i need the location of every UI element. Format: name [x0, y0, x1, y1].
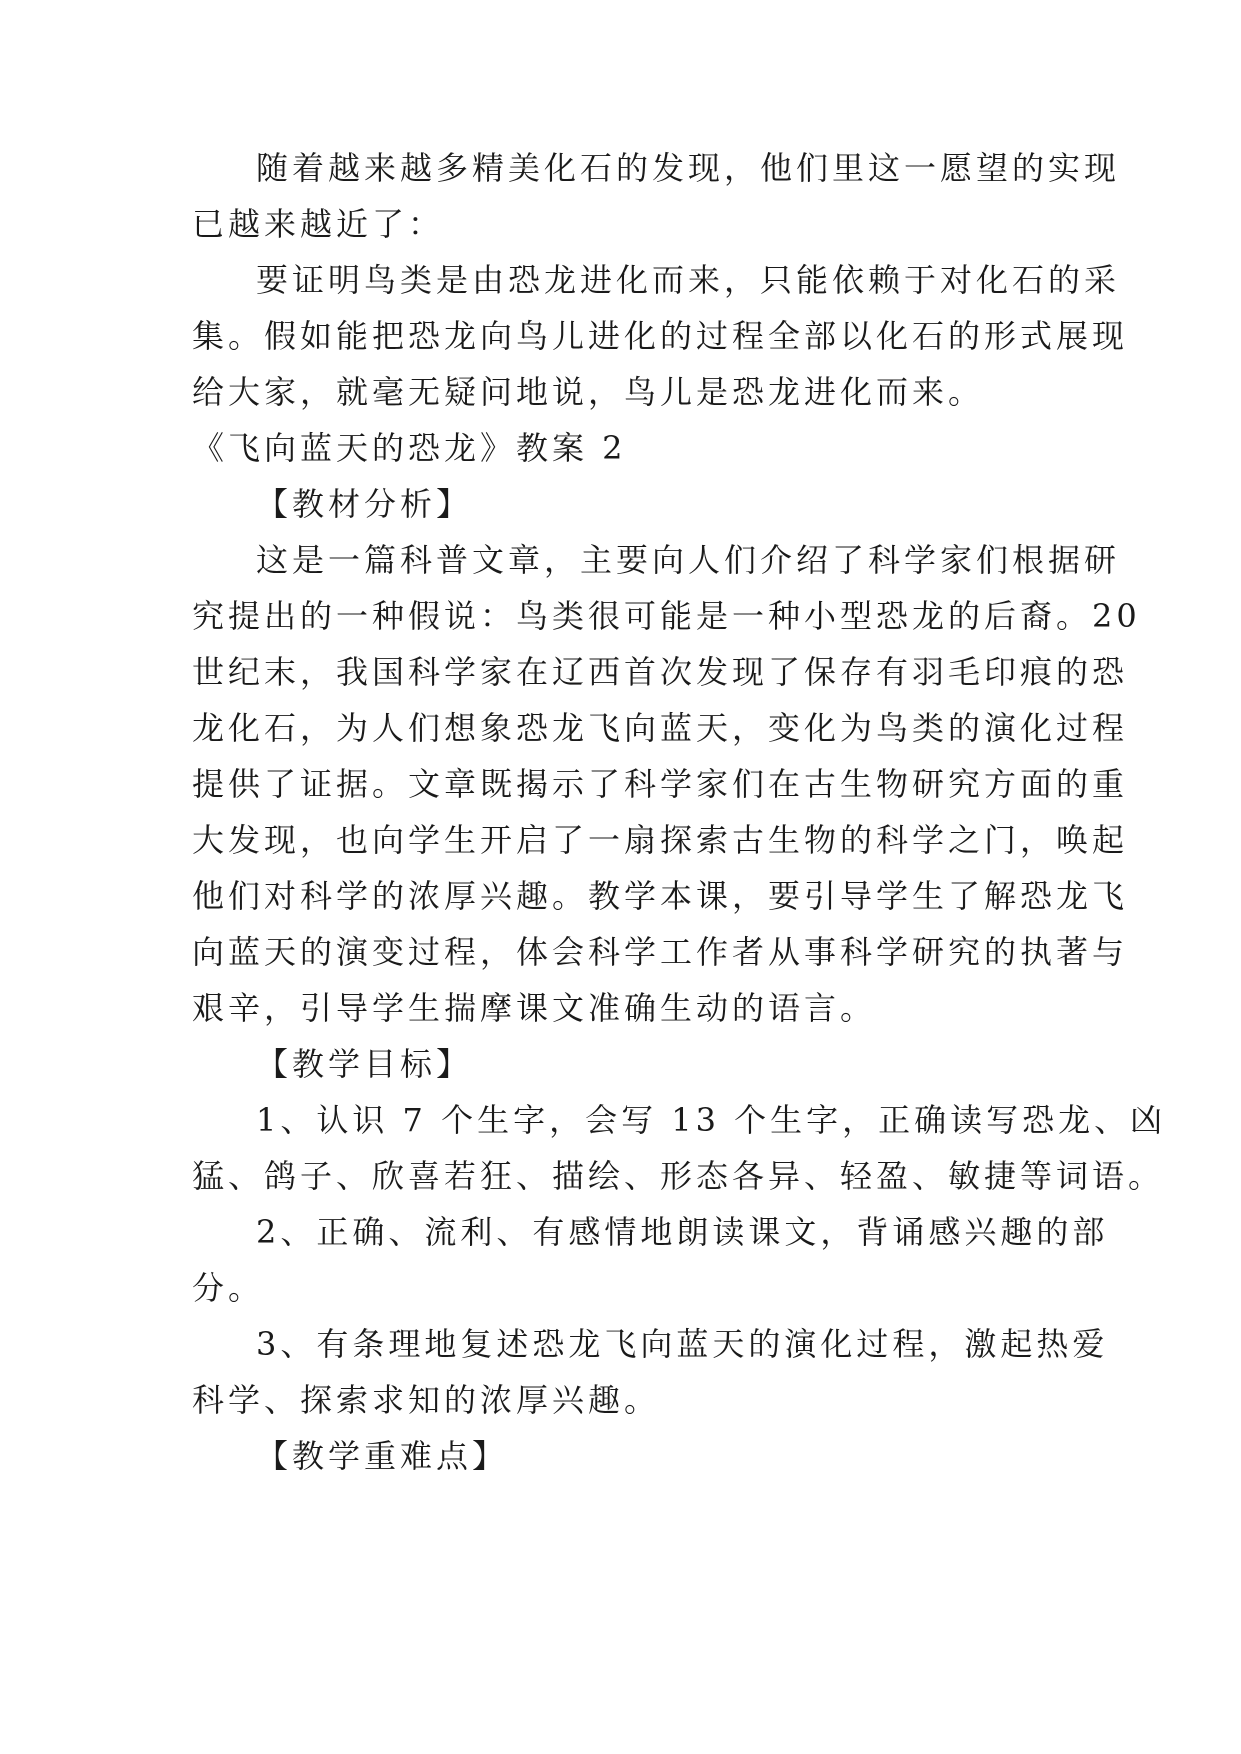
list-item: 2、正确、流利、有感情地朗读课文，背诵感兴趣的部 — [256, 1213, 1109, 1251]
paragraph-line: 他们对科学的浓厚兴趣。教学本课，要引导学生了解恐龙飞 — [192, 877, 1129, 915]
section-heading: 【教学目标】 — [256, 1045, 473, 1083]
paragraph-line: 向蓝天的演变过程，体会科学工作者从事科学研究的执著与 — [192, 933, 1129, 971]
paragraph-line: 已越来越近了： — [192, 205, 445, 243]
paragraph-line: 集。假如能把恐龙向鸟儿进化的过程全部以化石的形式展现 — [192, 317, 1129, 355]
list-item-continuation: 科学、探索求知的浓厚兴趣。 — [192, 1381, 661, 1419]
section-title: 《飞向蓝天的恐龙》教案 2 — [192, 429, 627, 467]
section-heading: 【教材分析】 — [256, 485, 473, 523]
paragraph-line: 随着越来越多精美化石的发现，他们里这一愿望的实现 — [256, 149, 1121, 187]
section-heading: 【教学重难点】 — [256, 1437, 509, 1475]
paragraph-line: 给大家，就毫无疑问地说，鸟儿是恐龙进化而来。 — [192, 373, 985, 411]
list-item: 3、有条理地复述恐龙飞向蓝天的演化过程，激起热爱 — [256, 1325, 1109, 1363]
list-item-continuation: 猛、鸽子、欣喜若狂、描绘、形态各异、轻盈、敏捷等词语。 — [192, 1157, 1165, 1195]
paragraph-line: 世纪末，我国科学家在辽西首次发现了保存有羽毛印痕的恐 — [192, 653, 1129, 691]
paragraph-line: 这是一篇科普文章，主要向人们介绍了科学家们根据研 — [256, 541, 1121, 579]
paragraph-line: 龙化石，为人们想象恐龙飞向蓝天，变化为鸟类的演化过程 — [192, 709, 1129, 747]
paragraph-line: 艰辛，引导学生揣摩课文准确生动的语言。 — [192, 989, 877, 1027]
list-item-continuation: 分。 — [192, 1269, 265, 1307]
paragraph-line: 大发现，也向学生开启了一扇探索古生物的科学之门，唤起 — [192, 821, 1129, 859]
paragraph-line: 究提出的一种假说：鸟类很可能是一种小型恐龙的后裔。20 — [192, 597, 1141, 635]
paragraph-line: 要证明鸟类是由恐龙进化而来，只能依赖于对化石的采 — [256, 261, 1121, 299]
list-item: 1、认识 7 个生字，会写 13 个生字，正确读写恐龙、凶 — [256, 1101, 1167, 1139]
paragraph-line: 提供了证据。文章既揭示了科学家们在古生物研究方面的重 — [192, 765, 1129, 803]
